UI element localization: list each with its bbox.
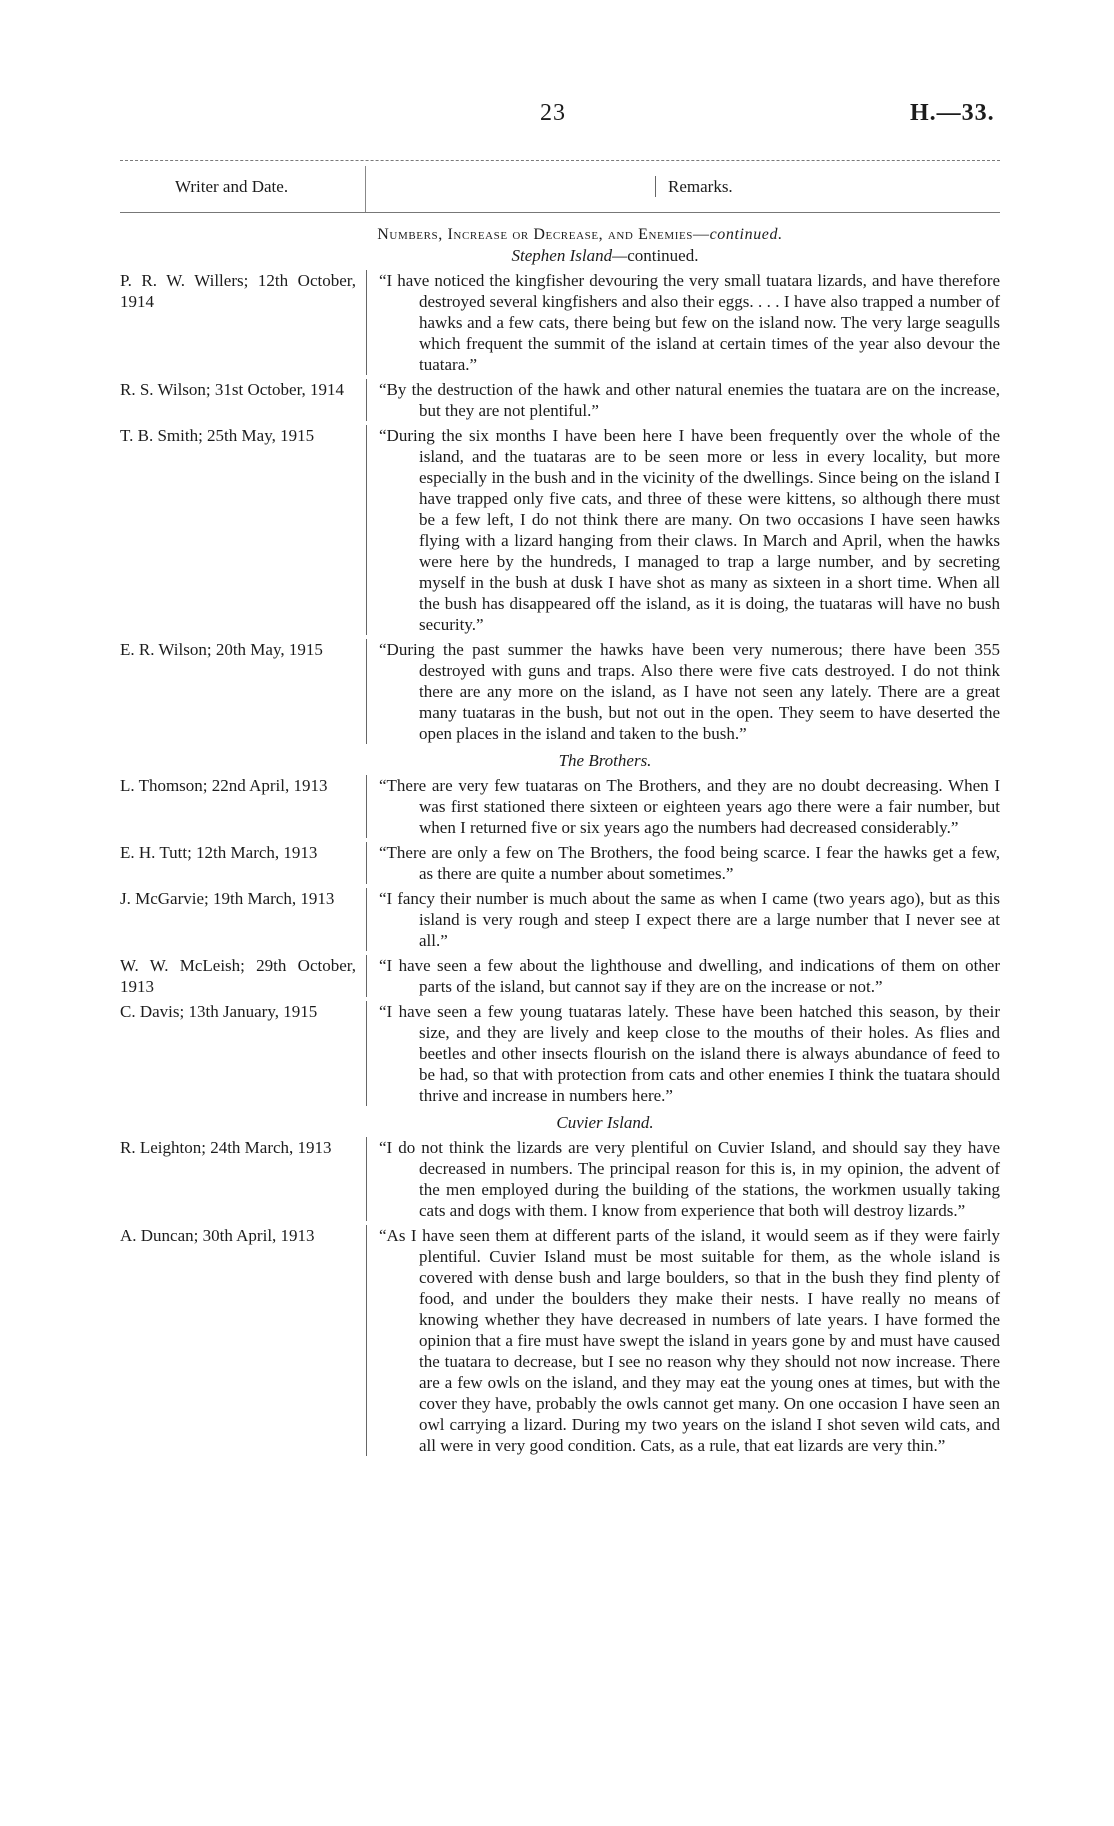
page-number: 23 [540, 100, 566, 126]
section-title [160, 224, 1000, 245]
section-title-continued: continued. [709, 226, 783, 243]
remark-cell [366, 955, 1000, 997]
remark-text: “I fancy their number is much about the same as when I came (two years ago), but as this island is very rough and steep I expect there are a large number that I never see at all.” [379, 889, 1000, 950]
writer-and-date: J. McGarvie; 19th March, 1913 [120, 889, 335, 908]
table-row [120, 1137, 1000, 1221]
remark-text: “There are very few tuataras on The Brothers, and they are no doubt decreasing. When I was first stationed there sixteen or eighteen years ago there were a fair number, but when I returned five or six years ago the numbers had decreased considerably.” [379, 776, 1000, 837]
subsection-title-text: Stephen Island— [511, 246, 628, 265]
remark-cell [366, 775, 1000, 838]
writer-and-date: P. R. W. Willers; 12th October, 1914 [120, 271, 356, 311]
header-rule-bottom [120, 212, 1000, 213]
writer-and-date: W. W. McLeish; 29th October, 1913 [120, 956, 356, 996]
remark-text: “During the past summer the hawks have been very numerous; there have been 355 destroyed with guns and traps. Also there were five cats destroyed. I do not think there are any more on the island, as I have not seen any lately. There are a great many tuataras in the bush, but not out in the open. They seem to have deserted the open places in the island and taken to the bush.” [379, 640, 1000, 743]
table-body [120, 224, 1000, 1456]
remark-cell [366, 639, 1000, 744]
remark-cell [366, 1225, 1000, 1456]
remark-text: “As I have seen them at different parts of the island, it would seem as if they were fairly plentiful. Cuvier Island must be most suitable for them, as the whole island is covered with dense bush and large boulders, so that in the bush they find plenty of food, and under the boulders they make their nests. I have really no means of knowing whether they have decreased in numbers of late years. I have formed the opinion that a fire must have swept the island in years gone by and must have caused the tuatara to decrease, but I see no reason why they should not now increase. There are a few owls on the island, and they may eat the young ones at times, but with the cover they have, probably the owls cannot get many. On one occasion I have seen an owl carrying a lizard. During my two years on the island I shot seven wild cats, and all were in very good condition. Cats, as a rule, that eat lizards are very thin.” [379, 1226, 1000, 1455]
subsection-title-text: The Brothers. [558, 751, 652, 770]
column-header-remarks: Remarks. [655, 176, 733, 197]
table-row [120, 270, 1000, 375]
subsection-title-text: Cuvier Island. [556, 1113, 654, 1132]
writer-and-date: L. Thomson; 22nd April, 1913 [120, 776, 328, 795]
subsection-title-continued: continued. [627, 246, 699, 265]
writer-and-date: E. R. Wilson; 20th May, 1915 [120, 640, 323, 659]
table-row [120, 425, 1000, 635]
subsection-title-stephen-island [210, 245, 1000, 266]
subsection-title-the-brothers [210, 750, 1000, 771]
document-reference: H.—33. [910, 100, 995, 126]
table-row [120, 775, 1000, 838]
table-row [120, 1225, 1000, 1456]
remark-cell [366, 1137, 1000, 1221]
remark-text: “I have seen a few about the lighthouse and dwelling, and indications of them on other parts of the island, but cannot say if they are on the increase or not.” [379, 956, 1000, 996]
table-row [120, 1001, 1000, 1106]
table-row [120, 842, 1000, 884]
remark-text: “During the six months I have been here I have been frequently over the whole of the island, and the tuataras are to be seen more or less in every locality, but more especially in the bush and in the vicinity of the dwellings. Since being on the island I have trapped only five cats, and three of these were kittens, so although there must be a few left, I do not think there are many. On two occasions I have seen hawks flying with a lizard hanging from their claws. In March and April, when the hawks were here by the hundreds, I managed to trap a large number, and by secreting myself in the bush at dusk I have shot as many as sixteen in a short time. When all the bush has disappeared off the island, as it is doing, the tuataras will have no bush security.” [379, 426, 1000, 634]
table-row [120, 639, 1000, 744]
writer-and-date: C. Davis; 13th January, 1915 [120, 1002, 318, 1021]
remark-cell [366, 842, 1000, 884]
remark-cell [366, 1001, 1000, 1106]
remark-cell [366, 425, 1000, 635]
table-row [120, 955, 1000, 997]
remark-text: “There are only a few on The Brothers, the food being scarce. I fear the hawks get a few, as there are quite a number about sometimes.” [379, 843, 1000, 883]
section-title-main: Numbers, Increase or Decrease, and Enemies— [377, 226, 710, 243]
writer-and-date: T. B. Smith; 25th May, 1915 [120, 426, 315, 445]
writer-and-date: A. Duncan; 30th April, 1913 [120, 1226, 315, 1245]
column-header-writer: Writer and Date. [175, 177, 289, 196]
remark-cell [366, 888, 1000, 951]
column-header-divider [365, 166, 366, 212]
writer-and-date: E. H. Tutt; 12th March, 1913 [120, 843, 318, 862]
remark-cell [366, 379, 1000, 421]
remark-text: “I have noticed the kingfisher devouring the very small tuatara lizards, and have therefore destroyed several kingfishers and also their eggs. . . . I have also trapped a number of hawks and a few cats, there being but few on the island now. The very large seagulls which frequent the summit of the island at certain times of the year also devour the tuatara.” [379, 271, 1000, 374]
subsection-title-cuvier-island [210, 1112, 1000, 1133]
writer-and-date: R. S. Wilson; 31st October, 1914 [120, 380, 345, 399]
remark-text: “By the destruction of the hawk and other natural enemies the tuatara are on the increase, but they are not plentiful.” [379, 380, 1000, 420]
header-rule-top [120, 160, 1000, 161]
remark-cell [366, 270, 1000, 375]
writer-and-date: R. Leighton; 24th March, 1913 [120, 1138, 332, 1157]
table-row [120, 888, 1000, 951]
remark-text: “I do not think the lizards are very plentiful on Cuvier Island, and should say they have decreased in numbers. The principal reason for this is, in my opinion, the advent of the men employed during the building of the stations, the workmen usually taking cats and dogs with them. I know from experience that both will destroy lizards.” [379, 1138, 1000, 1220]
table-row [120, 379, 1000, 421]
remark-text: “I have seen a few young tuataras lately. These have been hatched this season, by their size, and they are lively and keep close to the mouths of their holes. As flies and beetles and other insects flourish on the island there is always abundance of feed to be had, so that with protection from cats and other enemies I think the tuatara should thrive and increase in numbers here.” [379, 1002, 1000, 1105]
